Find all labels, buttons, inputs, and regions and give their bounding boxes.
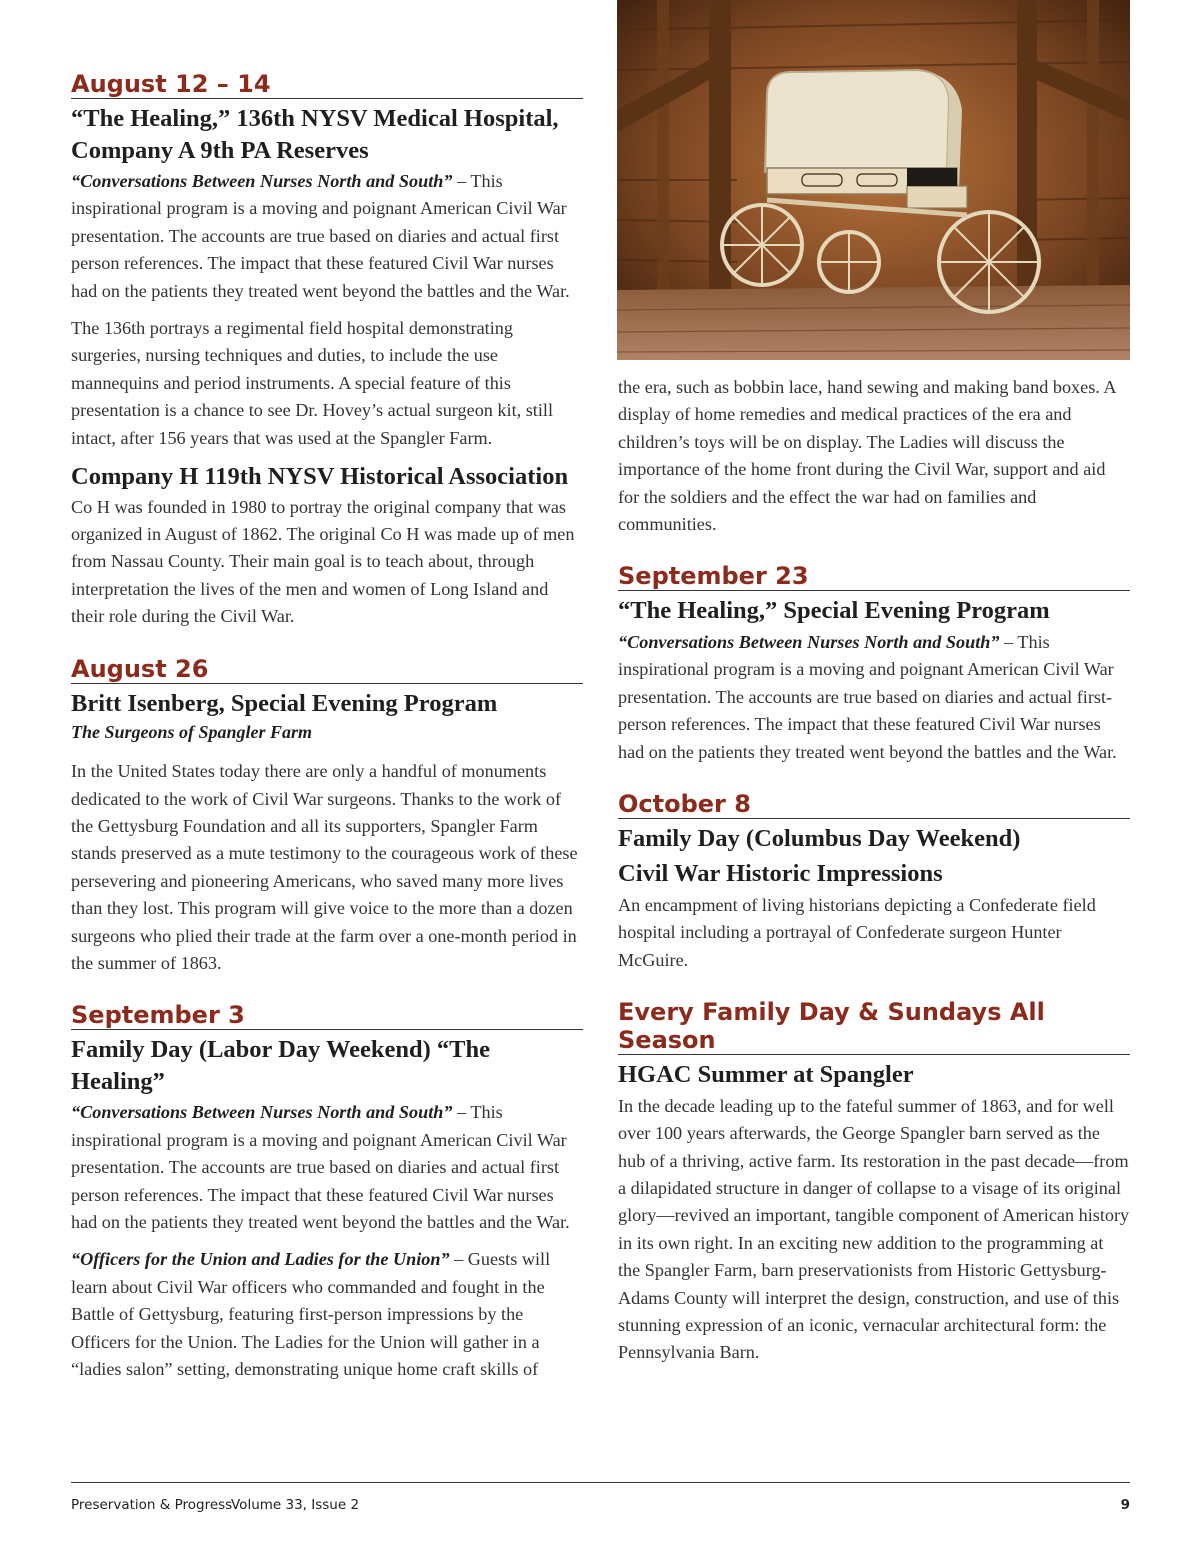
continued-text: the era, such as bobbin lace, hand sewing and making band boxes. A display of home remedies and medical practices of the era and children’s toys will be on display. The Ladies will discuss the importance of the home front during the Civil War, support and aid for the soldiers and the effect the war had on families and communities. [618,377,1116,535]
event-description: In the decade leading up to the fateful summer of 1863, and for well over 100 years afterwards, the George Spangler barn served as the hub of a thriving, active farm. Its restoration in the past decade—from a dilapidated structure in danger of collapse to a visage of its original glory—revived an important, tangible component of American history in its own right. In an exciting new addition to the programming at the Spangler Farm, barn preservationists from Historic Gettysburg-Adams County will interpret the design, construction, and use of this stunning expression of an iconic, vernacular architectural form: the Pennsylvania Barn. [618,1095,1130,1363]
publication-name: Preservation & Progress [71,1497,233,1513]
section-date: August 12 – 14 [71,70,583,99]
right-column [618,0,1130,1367]
event-title: “The Healing,” 136th NYSV Medical Hospital, Company A 9th PA Reserves [71,105,559,164]
event-description: Co H was founded in 1980 to portray the original company that was organized in August of 1862. The original Co H was made up of men from Nassau County. Their main goal is to teach about, through interpretation the lives of the men and women of Long Island and their role during the Civil War. [71,496,575,627]
event-description: In the United States today there are only a handful of monuments dedicated to the work of Civil War surgeons. Thanks to the work of the Gettysburg Foundation and all its supporters, Spangler Farm stands preserved as a mute testimony to the courageous work of these persevering and pioneering Americans, who saved many more lives than they lost. This program will give voice to the more than a dozen surgeons who plied their trade at the farm over a one-month period in the summer of 1863. [71,761,578,973]
event-description: An encampment of living historians depicting a Confederate field hospital including a portrayal of Confederate surgeon Hunter McGuire. [618,894,1096,970]
event-title: Family Day (Labor Day Weekend) “The Healing” [71,1036,491,1095]
page-number: 9 [1120,1497,1130,1513]
section-date: September 23 [618,562,1130,591]
event-title: “The Healing,” Special Evening Program [618,597,1050,625]
section-date: September 3 [71,1001,583,1030]
event-title: Company H 119th NYSV Historical Association [71,463,569,491]
program-name: “Officers for the Union and Ladies for the Union” [71,1249,450,1270]
event-title: HGAC Summer at Spangler [618,1061,914,1089]
event-title: Civil War Historic Impressions [618,860,943,888]
event-description: The 136th portrays a regimental field hospital demonstrating surgeries, nursing techniques and duties, to include the use mannequins and period instruments. A special feature of this presentation is a chance to see Dr. Hovey’s actual surgeon kit, still intact, after 156 years that was used at the Spangler Farm. [71,318,554,448]
footer-divider [71,1482,1130,1483]
section-date: October 8 [618,790,1130,819]
event-description: “Conversations Between Nurses North and South” – This inspirational program is a moving and poignant American Civil War presentation. The accounts are true based on diaries and actual first person references. The impact that these featured Civil War nurses had on the patients they treated went beyond the battles and the War. [71,1102,570,1232]
event-subtitle: The Surgeons of Spangler Farm [71,722,313,743]
program-name: “Conversations Between Nurses North and South” [71,171,453,191]
event-description: “Conversations Between Nurses North and South” – This inspirational program is a moving and poignant American Civil War presentation. The accounts are true based on diaries and actual first-person references. The impact that these featured Civil War nurses had on the patients they treated went beyond the battles and the War. [618,631,1117,762]
event-description: “Conversations Between Nurses North and South” – This inspirational program is a moving and poignant American Civil War presentation. The accounts are true based on diaries and actual first person references. The impact that these featured Civil War nurses had on the patients they treated went beyond the battles and the War. [71,171,570,301]
event-title: Britt Isenberg, Special Evening Program [71,689,498,717]
event-description: “Officers for the Union and Ladies for the Union” – Guests will learn about Civil War officers who commanded and fought in the Battle of Gettysburg, featuring first-person impressions by the Officers for the Union. The Ladies for the Union will gather in a “ladies salon” setting, demonstrating unique home craft skills of [71,1249,551,1379]
left-column [71,0,583,1383]
volume-issue: Volume 33, Issue 2 [231,1497,360,1513]
section-date: Every Family Day & Sundays All Season [618,998,1130,1055]
section-date: August 26 [71,655,583,684]
event-title: Family Day (Columbus Day Weekend) [618,824,1021,852]
program-name: “Conversations Between Nurses North and South” [71,1102,453,1123]
program-name: “Conversations Between Nurses North and South” [618,631,1000,652]
